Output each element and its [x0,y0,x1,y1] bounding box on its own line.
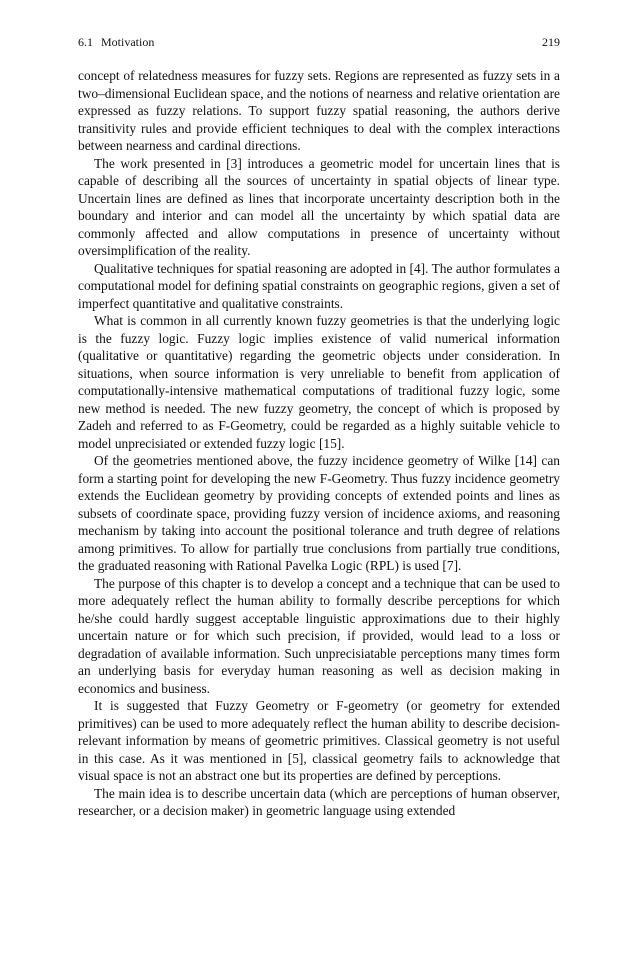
section-title: Motivation [101,35,155,49]
page-number: 219 [542,35,560,49]
paragraph: What is common in all currently known fuzzy geometries is that the underlying logic is the fuzzy logic. Fuzzy logic implies existence of valid numerical information (qualitative or quantitative) regarding the geometric objects under consideration. In situations, when source information is very unreliable to benefit from application of computationally-intensive mathematical computations of traditional fuzzy logic, some new method is needed. The new fuzzy geometry, the concept of which is proposed by Zadeh and referred to as F-Geometry, could be regarded as a highly suitable vehicle to model unprecisiated or extended fuzzy logic [15]. [78,313,560,451]
running-head [78,34,560,50]
running-head-section [78,34,154,50]
paragraph: The purpose of this chapter is to develop a concept and a technique that can be used to more adequately reflect the human ability to formally describe perceptions for which he/she could hardly suggest acceptable linguistic approximations due to their highly uncertain nature or for which such precision, if provided, would lead to a loss or degradation of available information. Such unprecisiatable perceptions many times form an underlying basis for everyday human reasoning as well as decision making in economics and business. [78,575,560,696]
paragraph: Qualitative techniques for spatial reasoning are adopted in [4]. The author formulates a computational model for defining spatial constraints on geographic regions, given a set of imperfect quantitative and qualitative constraints. [78,260,560,311]
paragraph: Of the geometries mentioned above, the fuzzy incidence geometry of Wilke [14] can form a starting point for developing the new F-Geometry. Thus fuzzy incidence geometry extends the Euclidean geometry by providing concepts of extended points and lines as subsets of coordinate space, providing fuzzy version of incidence axioms, and reasoning mechanism by taking into account the positional tolerance and truth degree of relations among primitives. To allow for partially true conclusions from partially true conditions, the graduated reasoning with Rational Pavelka Logic (RPL) is used [7]. [78,453,560,573]
paragraph-continued: concept of relatedness measures for fuzzy sets. Regions are represented as fuzzy sets in a two–dimensional Euclidean space, and the notions of nearness and relative orientation are expressed as fuzzy relations. To support fuzzy spatial reasoning, the authors derive transitivity rules and provide efficient techniques to deal with the complex interactions between nearness and cardinal directions. [78,68,560,153]
body-text [78,67,560,820]
book-page [78,34,560,820]
paragraph: The work presented in [3] introduces a geometric model for uncertain lines that is capable of describing all the sources of uncertainty in spatial objects of linear type. Uncertain lines are defined as lines that incorporate uncertainty description both in the boundary and interior and can model all the uncertainty by which spatial data are commonly affected and allow computations in presence of uncertainty without oversimplification of the reality. [78,155,560,258]
paragraph: It is suggested that Fuzzy Geometry or F-geometry (or geometry for extended primitives) can be used to more adequately reflect the human ability to describe decision-relevant information by means of geometric primitives. Classical geometry is not useful in this case. As it was mentioned in [5], classical geometry fails to acknowledge that visual space is not an abstract one but its properties are defined by perceptions. [78,698,560,783]
paragraph: The main idea is to describe uncertain data (which are perceptions of human observer, researcher, or a decision maker) in geometric language using extended [78,785,560,818]
section-number: 6.1 [78,35,93,49]
